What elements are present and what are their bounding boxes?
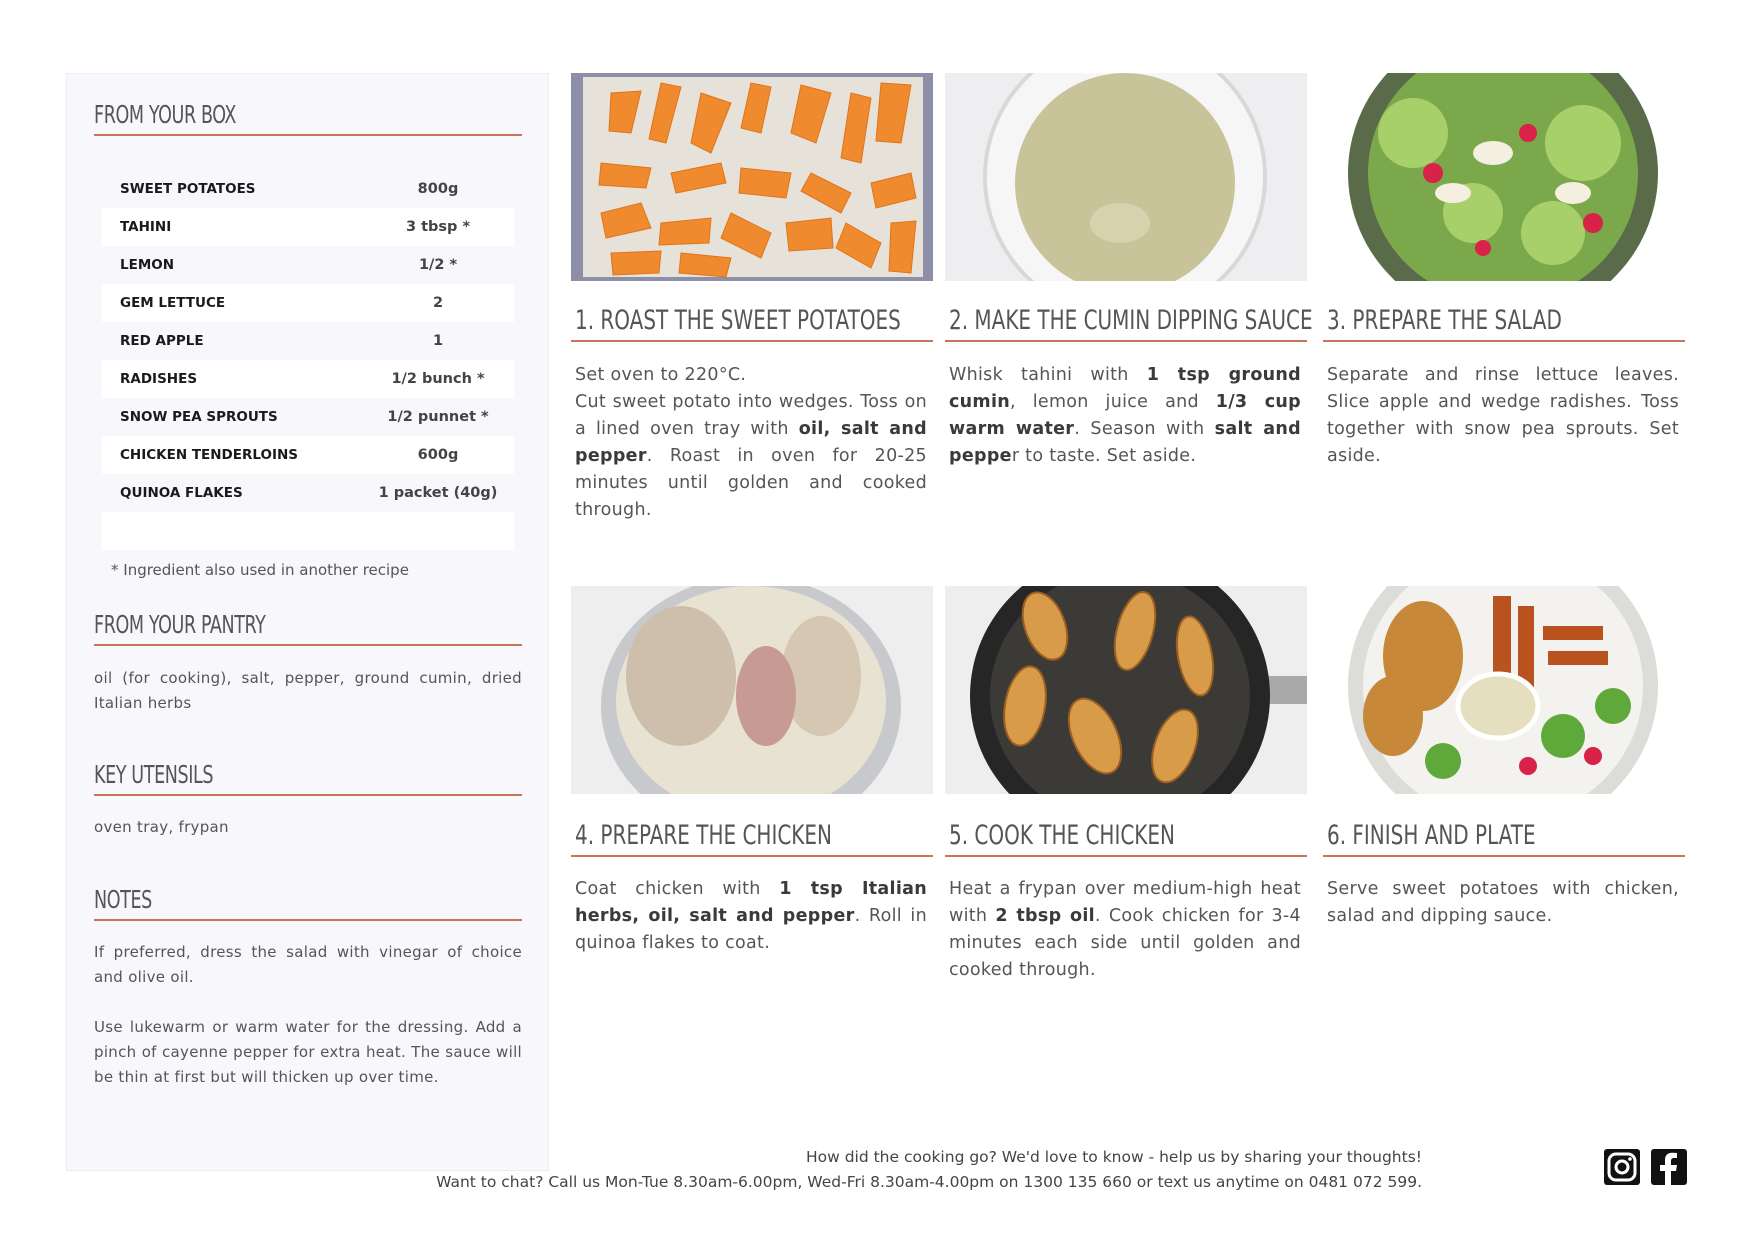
divider — [571, 340, 933, 342]
utensils-text: oven tray, frypan — [94, 818, 229, 836]
frypan-chicken-image — [945, 586, 1307, 794]
divider — [1323, 855, 1685, 857]
key-utensils-title: KEY UTENSILS — [94, 760, 214, 789]
notes-text-2: Use lukewarm or warm water for the dressing. Add a pinch of cayenne pepper for extra heat. The sauce will be thin at first but will thicken up over time. — [94, 1018, 522, 1086]
step-5-title: 5. COOK THE CHICKEN — [949, 820, 1175, 851]
divider — [94, 644, 522, 646]
ingredient-name: TAHINI — [120, 219, 172, 235]
ingredient-row — [102, 284, 514, 322]
ingredient-name: LEMON — [120, 257, 175, 273]
contact-text: Want to chat? Call us Mon-Tue 8.30am-6.00pm, Wed-Fri 8.30am-4.00pm on 1300 135 660 or text us anytime on 0481 072 599. — [436, 1173, 1422, 1191]
ingredient-row — [102, 322, 514, 360]
ingredient-row — [102, 360, 514, 398]
facebook-icon[interactable] — [1651, 1149, 1687, 1185]
roast-sweet-potatoes-photo — [571, 73, 933, 281]
ingredient-qty: 1/2 punnet * — [387, 409, 489, 425]
ingredient-qty: 1 — [432, 333, 444, 349]
salad-bowl-image — [1323, 73, 1685, 281]
instagram-icon[interactable] — [1604, 1149, 1640, 1185]
sauce-bowl-image — [945, 73, 1307, 281]
step-2-title: 2. MAKE THE CUMIN DIPPING SAUCE — [949, 305, 1313, 336]
ingredient-row — [102, 246, 514, 284]
ingredient-row — [102, 474, 514, 512]
ingredient-qty: 1/2 bunch * — [391, 371, 485, 387]
sweet-potato-tray-image — [571, 73, 933, 281]
ingredient-qty: 1/2 * — [418, 257, 458, 273]
feedback-text: How did the cooking go? We'd love to know - help us by sharing your thoughts! — [805, 1148, 1422, 1166]
divider — [571, 855, 933, 857]
ingredient-qty: 600g — [417, 447, 459, 463]
finish-plate-photo — [1323, 586, 1685, 794]
ingredient-row — [102, 436, 514, 474]
prepare-chicken-photo — [571, 586, 933, 794]
step-3-title: 3. PREPARE THE SALAD — [1327, 305, 1562, 336]
step-1-title: 1. ROAST THE SWEET POTATOES — [575, 305, 901, 336]
ingredient-name: GEM LETTUCE — [120, 295, 226, 311]
notes-text-1: If preferred, dress the salad with vinegar of choice and olive oil. — [94, 943, 522, 986]
divider — [1323, 340, 1685, 342]
ingredient-qty: 800g — [417, 181, 459, 197]
ingredient-qty: 1 packet (40g) — [378, 485, 498, 501]
ingredient-name: RED APPLE — [120, 333, 204, 349]
step-1-text: Set oven to 220°C. Cut sweet potato into wedges. Toss on a lined oven tray with oil, salt and pepper. Roast in oven for 20-25 minutes until golden and cooked through. — [575, 365, 927, 520]
ingredient-name: CHICKEN TENDERLOINS — [120, 447, 299, 463]
divider — [94, 919, 522, 921]
cook-chicken-photo — [945, 586, 1307, 794]
ingredient-row — [102, 398, 514, 436]
step-2-text: Whisk tahini with 1 tsp ground cumin, lemon juice and 1/3 cup warm water. Season with salt and pepper to taste. Set aside. — [949, 365, 1301, 466]
ingredients-table — [102, 170, 514, 550]
plated-dish-image — [1323, 586, 1685, 794]
cumin-sauce-photo — [945, 73, 1307, 281]
divider — [945, 855, 1307, 857]
ingredient-name: RADISHES — [120, 371, 198, 387]
ingredient-name: SNOW PEA SPROUTS — [120, 409, 278, 425]
ingredient-name: SWEET POTATOES — [120, 181, 256, 197]
from-your-pantry-title: FROM YOUR PANTRY — [94, 610, 266, 639]
step-6-title: 6. FINISH AND PLATE — [1327, 820, 1536, 851]
step-4-text: Coat chicken with 1 tsp Italian herbs, oil, salt and pepper. Roll in quinoa flakes to coat. — [575, 879, 927, 953]
pantry-text: oil (for cooking), salt, pepper, ground cumin, dried Italian herbs — [94, 669, 522, 712]
ingredient-row — [102, 512, 514, 550]
ingredient-qty: 2 — [432, 295, 444, 311]
salad-photo — [1323, 73, 1685, 281]
ingredient-row — [102, 208, 514, 246]
step-5-text: Heat a frypan over medium-high heat with 2 tbsp oil. Cook chicken for 3-4 minutes each side until golden and cooked through. — [949, 879, 1301, 980]
ingredient-row — [102, 170, 514, 208]
step-6-text: Serve sweet potatoes with chicken, salad and dipping sauce. — [1327, 879, 1679, 926]
ingredients-sidebar — [66, 73, 549, 1171]
ingredient-qty: 3 tbsp * — [405, 219, 471, 235]
step-3-text: Separate and rinse lettuce leaves. Slice apple and wedge radishes. Toss together with snow pea sprouts. Set aside. — [1327, 365, 1679, 466]
notes-title: NOTES — [94, 885, 152, 914]
ingredient-name: QUINOA FLAKES — [120, 485, 243, 501]
footnote: * Ingredient also used in another recipe — [111, 561, 409, 579]
chicken-coating-image — [571, 586, 933, 794]
step-4-title: 4. PREPARE THE CHICKEN — [575, 820, 832, 851]
divider — [94, 794, 522, 796]
divider — [94, 134, 522, 136]
divider — [945, 340, 1307, 342]
from-your-box-title: FROM YOUR BOX — [94, 100, 237, 129]
